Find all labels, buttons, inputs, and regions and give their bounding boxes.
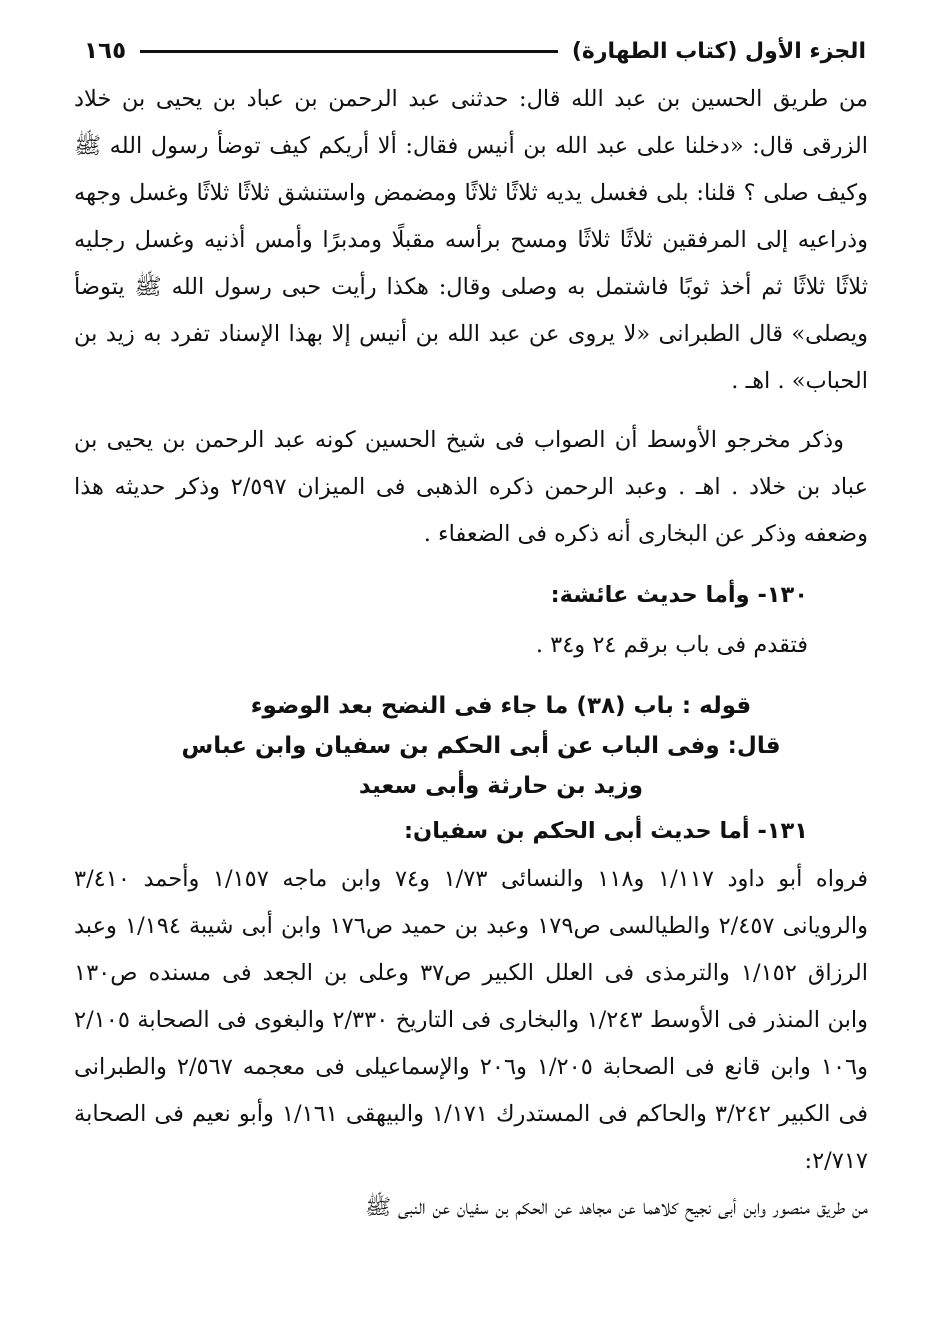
header-rule (140, 50, 558, 53)
chapter-heading-line-2: قال: وفى الباب عن أبى الحكم بن سفيان وابن عباس (181, 733, 781, 759)
paragraph-last: من طريق منصور وابن أبى نجيح كلاهما عن مجاهد عن الحكم بن سفيان عن النبى ﷺ (365, 1195, 868, 1220)
page-header (84, 34, 866, 68)
section-heading-130: ١٣٠- وأما حديث عائشة: (550, 582, 808, 608)
chapter-heading-line-1: قوله : باب (٣٨) ما جاء فى النضح بعد الوضوء (250, 693, 752, 719)
paragraph-hadith-text: من طريق الحسين بن عبد الله قال: حدثنى عبد الرحمن بن عباد بن يحيى بن خلاد الزرقى قال: «دخلنا على عبد الله بن أنيس فقال: ألا أريكم كيف توضأ رسول الله ﷺ وكيف صلى ؟ قلنا: بلى فغسل يديه ثلاثًا ثلاثًا ومضمض واستنشق ثلاثًا ثلاثًا وغسل وجهه وذراعيه إلى المرفقين ثلاثًا ثلاثًا ومسح برأسه مقبلًا ومدبرًا وأمس أذنيه وغسل رجليه ثلاثًا ثلاثًا ثم أخذ ثوبًا فاشتمل به وصلى وقال: هكذا رأيت حبى رسول الله ﷺ يتوضأ ويصلى» قال الطبرانى «لا يروى عن عبد الله بن أنيس إلا بهذا الإسناد تفرد به زيد بن الحباب» . اهـ . (74, 86, 868, 394)
chapter-heading-line-3: وزيد بن حارثة وأبى سعيد (358, 773, 644, 799)
section-heading-131: ١٣١- أما حديث أبى الحكم بن سفيان: (404, 818, 808, 844)
page-body (74, 76, 868, 1231)
chapter-heading (74, 686, 868, 806)
paragraph-takhrij-note: وذكر مخرجو الأوسط أن الصواب فى شيخ الحسين كونه عبد الرحمن بن يحيى بن عباد بن خلاد . اهـ . وعبد الرحمن ذكره الذهبى فى الميزان ٢/٥٩٧ وذكر حديثه هذا وضعفه وذكر عن البخارى أنه ذكره فى الضعفاء . (74, 427, 868, 547)
running-title: الجزء الأول (كتاب الطهارة) (571, 38, 866, 64)
paragraph-130: فتقدم فى باب برقم ٢٤ و٣٤ . (535, 632, 808, 658)
page-number: ١٦٥ (84, 38, 127, 64)
paragraph-131-sources: فرواه أبو داود ١/١١٧ و١١٨ والنسائى ١/٧٣ و٧٤ وابن ماجه ١/١٥٧ وأحمد ٣/٤١٠ والرويانى ٢/٤٥٧ والطيالسى ص١٧٩ وعبد بن حميد ص١٧٦ وابن أبى شيبة ١/١٩٤ وعبد الرزاق ١/١٥٢ والترمذى فى العلل الكبير ص٣٧ وعلى بن الجعد فى مسنده ص١٣٠ وابن المنذر فى الأوسط ١/٢٤٣ والبخارى فى التاريخ ٢/٣٣٠ والبغوى فى الصحابة ٢/١٠٥ و١٠٦ وابن قانع فى الصحابة ١/٢٠٥ و٢٠٦ والإسماعيلى فى معجمه ٢/٥٦٧ والطبرانى فى الكبير ٣/٢٤٢ والحاكم فى المستدرك ١/١٧١ والبيهقى ١/١٦١ وأبو نعيم فى الصحابة ٢/٧١٧: (74, 866, 869, 1174)
